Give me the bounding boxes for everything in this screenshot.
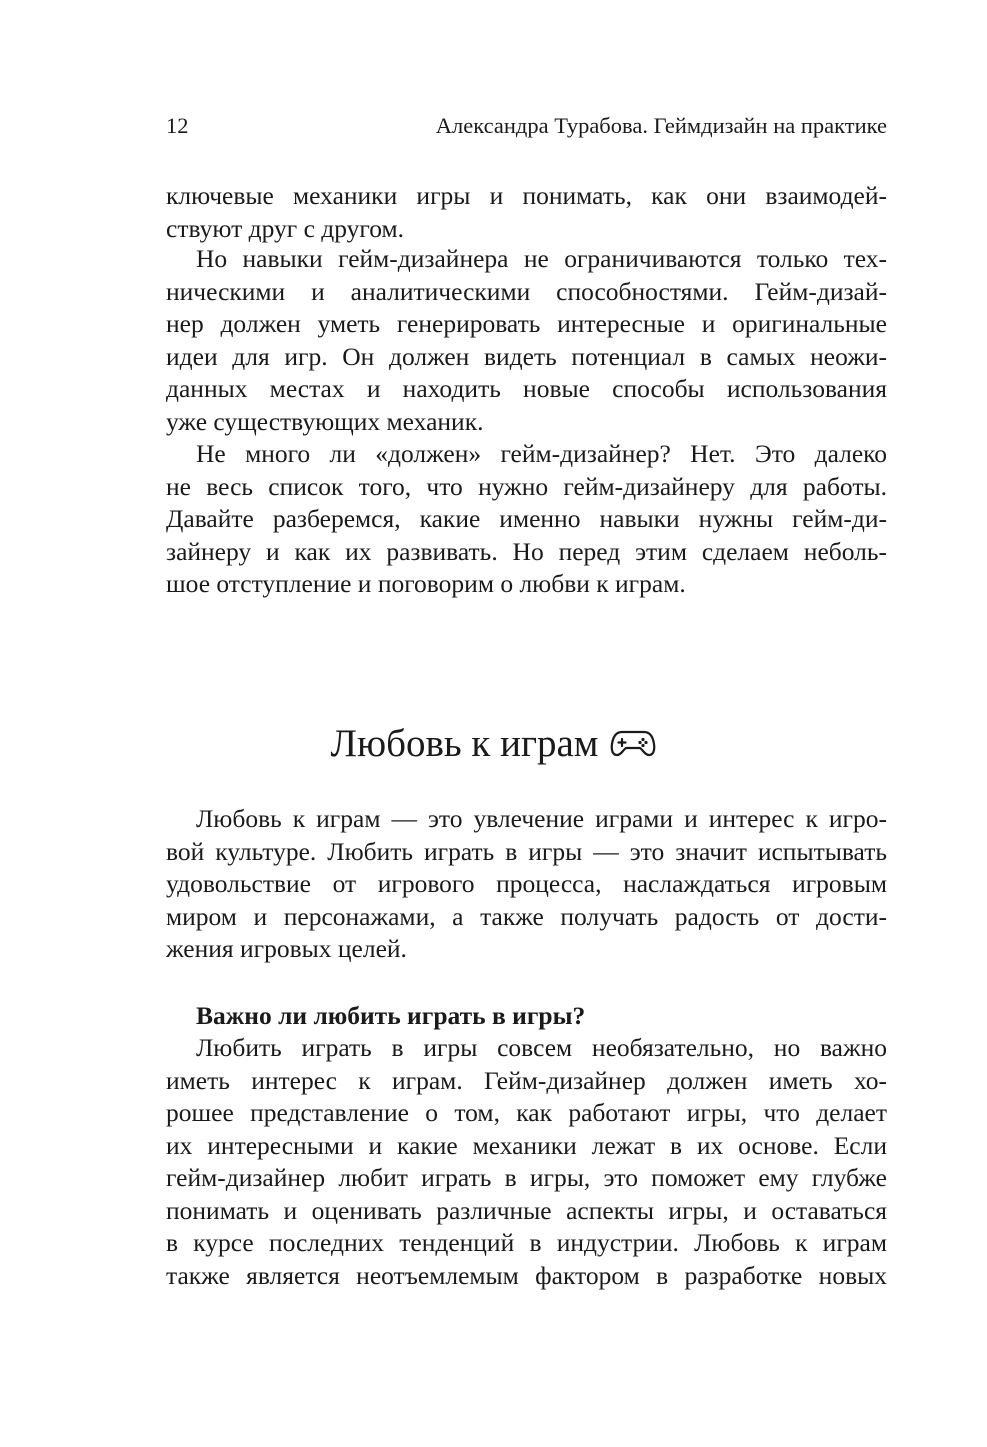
text-line: идеи для игр. Он должен видеть потенциал в самых неожи- — [166, 341, 887, 371]
paragraph — [166, 1032, 887, 1292]
text-line: рошее представление о том, как работают игры, что делает — [166, 1098, 887, 1127]
text-line: жения игровых целей. — [166, 934, 407, 963]
paragraph — [166, 180, 887, 245]
text-line: Любовь к играм — это увлечение играми и интерес к игро- — [196, 804, 887, 833]
text-line: ствуют друг с другом. — [166, 213, 405, 243]
text-line: миром и персонажами, а также получать радость от дости- — [166, 901, 887, 931]
page-number: 12 — [166, 113, 189, 138]
text-line: также является неотъемлемым фактором в разработке новых — [166, 1260, 887, 1290]
text-line: данных местах и находить новые способы использования — [166, 374, 887, 403]
text-line: Давайте разберемся, какие именно навыки нужны гейм-ди- — [166, 504, 887, 533]
running-title: Александра Турабова. Геймдизайн на практике — [435, 113, 887, 138]
text-line: их интересными и какие механики лежат в их основе. Если — [166, 1130, 887, 1160]
text-line: шое отступление и поговорим о любви к играм. — [166, 569, 686, 598]
text-line: ническими и аналитическими способностями. Гейм-дизай- — [166, 276, 887, 306]
text-line: понимать и оценивать различные аспекты игры, и оставаться — [166, 1195, 887, 1225]
text-line: в курсе последних тенденций в индустрии. Любовь к играм — [166, 1228, 887, 1257]
section-heading-text: Любовь к играм — [330, 722, 599, 765]
text-line: не весь список того, что нужно гейм-дизайнеру для работы. — [166, 471, 887, 501]
text-line: нер должен уметь генерировать интересные и оригинальные — [166, 309, 887, 338]
text-line: иметь интерес к играм. Гейм-дизайнер должен иметь хо- — [166, 1065, 887, 1095]
text-line: ключевые механики игры и понимать, как они взаимодей- — [166, 181, 887, 210]
subheading: Важно ли любить играть в игры? — [196, 1001, 586, 1030]
text-line: уже существующих механик. — [166, 406, 484, 436]
text-line: вой культуре. Любить играть в игры — это значит испытывать — [166, 836, 887, 866]
paragraph — [166, 243, 887, 438]
page-header — [166, 108, 887, 144]
paragraph — [166, 438, 887, 601]
gamepad-icon — [610, 719, 656, 747]
text-line: Любить играть в игры совсем необязательно, но важно — [196, 1033, 887, 1062]
text-line: удовольствие от игрового процесса, наслаждаться игровым — [166, 869, 887, 898]
text-line: гейм-дизайнер любит играть в игры, это поможет ему глубже — [166, 1163, 887, 1192]
paragraph — [166, 803, 887, 966]
text-line: Не много ли «должен» гейм-дизайнер? Нет. Это далеко — [196, 439, 887, 468]
section-heading — [0, 718, 987, 770]
text-line: зайнеру и как их развивать. Но перед этим сделаем неболь- — [166, 536, 887, 566]
text-line: Но навыки гейм-дизайнера не ограничиваются только тех- — [196, 244, 887, 273]
